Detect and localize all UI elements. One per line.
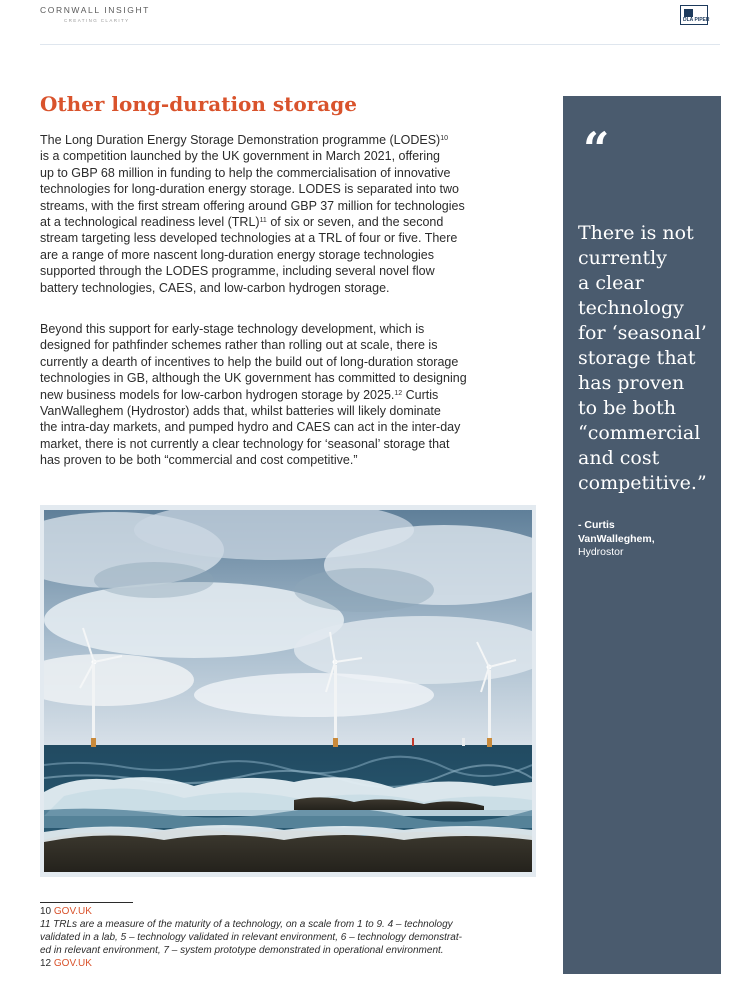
footnote-11-line: ed in relevant environment, 7 – system prototype demonstrated in operational environment.: [40, 945, 444, 956]
footnote-12: [40, 957, 550, 970]
footnote-10: [40, 905, 550, 918]
text-line: of six or seven, and the second: [266, 215, 444, 230]
text-line: Curtis: [402, 387, 439, 402]
header-divider: [40, 44, 720, 45]
quote-line: “commercial: [578, 422, 701, 444]
text-line: is a competition launched by the UK government in March 2021, offering: [40, 149, 440, 164]
text-line: technologies for long-duration energy storage. LODES is separated into two: [40, 182, 459, 197]
footnote-divider: [40, 902, 133, 903]
quote-line: has proven: [578, 372, 685, 394]
footnote-ref-11: 11: [259, 217, 267, 225]
attribution-organisation: Hydrostor: [578, 546, 624, 558]
quote-line: and cost: [578, 447, 660, 469]
text-line: up to GBP 68 million in funding to help the commercialisation of innovative: [40, 165, 451, 180]
text-line: Beyond this support for early-stage technology development, which is: [40, 322, 425, 336]
footnote-11-line: 11 TRLs are a measure of the maturity of a technology, on a scale from 1 to 9. 4 – technology: [40, 919, 453, 930]
quote-attribution: [578, 519, 655, 560]
text-line: are a range of more nascent long-duration energy storage technologies: [40, 247, 435, 262]
footnote-number: 10: [40, 906, 54, 917]
pull-quote-panel: [563, 96, 721, 974]
text-line: market, there is not currently a clear technology for ‘seasonal’ storage that: [40, 436, 450, 451]
dla-piper-wordmark: DLA PIPER: [683, 17, 710, 23]
text-line: supported through the LODES programme, including several novel flow: [40, 264, 435, 279]
text-line: The Long Duration Energy Storage Demonstration programme (LODES): [40, 133, 441, 147]
brand-name: CORNWALL INSIGHT: [40, 5, 150, 15]
pull-quote-text: [578, 221, 718, 496]
quote-line: a clear: [578, 272, 644, 294]
quote-line: technology: [578, 297, 684, 319]
text-line: VanWalleghem (Hydrostor) adds that, whilst batteries will likely dominate: [40, 404, 441, 419]
text-line: battery technologies, CAES, and low-carbon hydrogen storage.: [40, 280, 390, 295]
quote-line: for ‘seasonal’: [578, 322, 707, 344]
attribution-name: VanWalleghem,: [578, 532, 655, 545]
quote-line: currently: [578, 247, 667, 269]
paragraph-incentives: [40, 321, 552, 469]
footnote-number: 12: [40, 958, 54, 969]
footnote-11-line: validated in a lab, 5 – technology validated in relevant environment, 6 – technology demonstrat-: [40, 932, 462, 943]
text-line: designed for pathfinder schemes rather than rolling out at scale, there is: [40, 338, 438, 353]
text-line: streams, with the first stream offering around GBP 37 million for technologies: [40, 198, 465, 213]
quote-line: There is not: [578, 222, 694, 244]
dla-piper-mark-icon: [684, 9, 693, 17]
text-line: at a technological readiness level (TRL): [40, 215, 260, 230]
section-title: Other long-duration storage: [40, 92, 357, 116]
text-line: currently a dearth of incentives to help the build out of long-duration storage: [40, 354, 459, 369]
text-line: has proven to be both “commercial and cost competitive.”: [40, 453, 358, 468]
text-line: technologies in GB, although the UK government has committed to designing: [40, 371, 467, 386]
offshore-wind-photo: [40, 505, 536, 877]
quote-line: to be both: [578, 397, 677, 419]
wind-turbines-at-sea-image: [44, 510, 532, 872]
footnote-ref-12: 12: [394, 389, 403, 397]
text-line: new business models for low-carbon hydrogen storage by 2025.: [40, 387, 395, 402]
footnote-link-gov-uk[interactable]: GOV.UK: [53, 958, 92, 969]
dla-piper-logo: [680, 5, 708, 25]
text-line: the intra-day markets, and pumped hydro and CAES can act in the inter-day: [40, 420, 461, 435]
quote-line: competitive.”: [578, 472, 707, 494]
footnote-ref-10: 10: [440, 135, 448, 142]
attribution-name: - Curtis: [578, 519, 615, 531]
paragraph-lodes: [40, 132, 552, 296]
quote-line: storage that: [578, 347, 696, 369]
brand-tagline: CREATING CLARITY: [64, 18, 130, 23]
text-line: stream targeting less developed technologies at a TRL of four or five. There: [40, 231, 458, 246]
footnote-link-gov-uk[interactable]: GOV.UK: [53, 906, 92, 917]
cornwall-insight-logo: [40, 5, 150, 23]
quotation-mark-icon: “: [583, 122, 610, 176]
footnotes: [40, 905, 550, 970]
